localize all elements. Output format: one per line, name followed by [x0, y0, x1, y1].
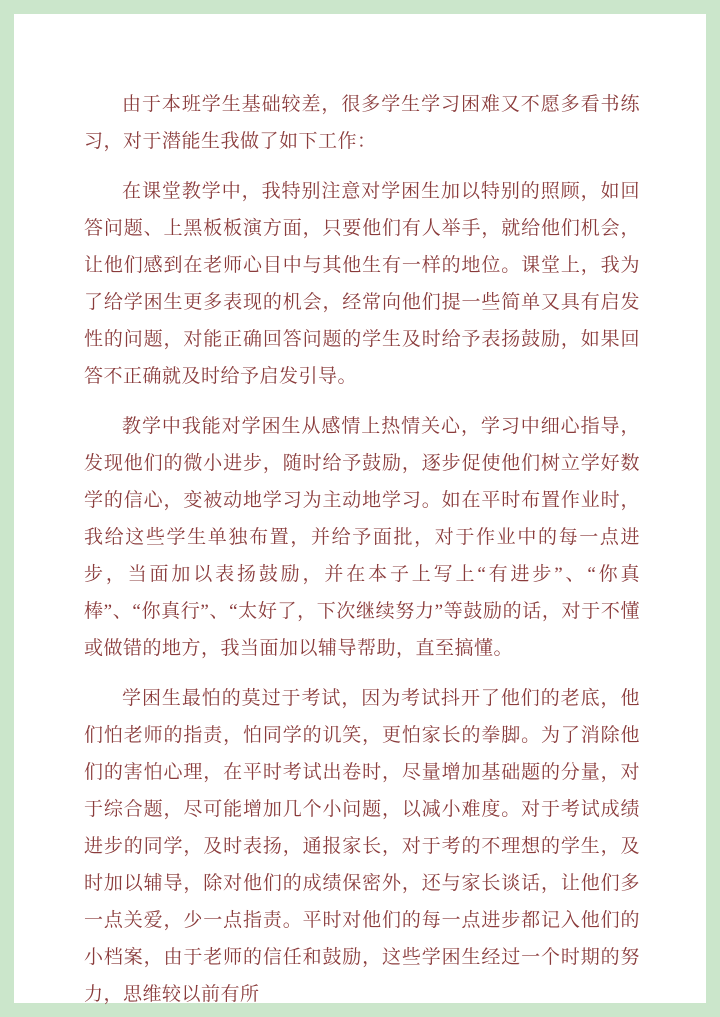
document-content	[14, 14, 706, 1013]
document-page	[14, 14, 706, 1003]
paragraph-classroom-care: 在课堂教学中，我特别注意对学困生加以特别的照顾，如回答问题、上黑板板演方面，只要他们有人举手，就给他们机会，让他们感到在老师心目中与其他生有一样的地位。课堂上，我为了给学困生更多表现的机会，经常向他们提一些简单又具有启发性的问题，对能正确回答问题的学生及时给予表扬鼓励，如果回答不正确就及时给予启发引导。	[84, 181, 640, 387]
paragraph-exam-anxiety: 学困生最怕的莫过于考试，因为考试抖开了他们的老底，他们怕老师的指责，怕同学的讥笑，更怕家长的拳脚。为了消除他们的害怕心理，在平时考试出卷时，尽量增加基础题的分量，对于综合题，尽可能增加几个小问题，以减小难度。对于考试成绩进步的同学，及时表扬，通报家长，对于考的不理想的学生，及时加以辅导，除对他们的成绩保密外，还与家长谈话，让他们多一点关爱，少一点指责。平时对他们的每一点进步都记入他们的小档案，由于老师的信任和鼓励，这些学困生经过一个时期的努力，思维较以前有所	[84, 688, 640, 1005]
paragraph-emotional-support: 教学中我能对学困生从感情上热情关心，学习中细心指导，发现他们的微小进步，随时给予鼓励，逐步促使他们树立学好数学的信心，变被动地学习为主动地学习。如在平时布置作业时，我给这些学生单独布置，并给予面批，对于作业中的每一点进步，当面加以表扬鼓励，并在本子上写上“有进步”、“你真棒”、“你真行”、“太好了，下次继续努力”等鼓励的话，对于不懂或做错的地方，我当面加以辅导帮助，直至搞懂。	[84, 416, 640, 659]
paragraph-intro: 由于本班学生基础较差，很多学生学习困难又不愿多看书练习，对于潜能生我做了如下工作：	[84, 94, 640, 152]
